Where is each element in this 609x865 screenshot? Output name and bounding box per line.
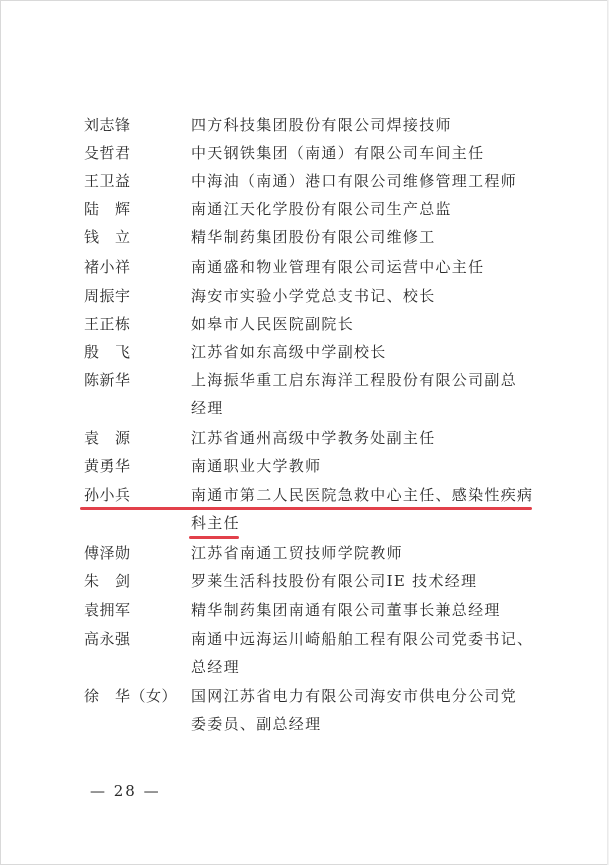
person-organization — [191, 625, 541, 681]
person-organization — [191, 195, 541, 223]
person-organization — [191, 253, 541, 281]
page-number: — 28 — — [90, 782, 161, 800]
person-name: 黄勇华 — [84, 457, 131, 475]
organization-line: 委委员、副总经理 — [191, 715, 322, 733]
organization-line: 南通中远海运川崎船舶工程有限公司党委书记、 — [191, 630, 534, 648]
person-name: 高永强 — [84, 630, 131, 648]
organization-line: 中天钢铁集团（南通）有限公司车间主任 — [191, 144, 485, 162]
person-name: 王正栋 — [84, 315, 131, 333]
organization-line: 罗莱生活科技股份有限公司IE 技术经理 — [191, 572, 478, 590]
person-name: 殷 飞 — [84, 343, 131, 361]
person-organization — [191, 139, 541, 167]
person-organization — [191, 310, 541, 338]
organization-line: 江苏省如东高级中学副校长 — [191, 343, 387, 361]
person-organization — [191, 452, 541, 480]
organization-line: 科主任 — [191, 514, 240, 532]
person-name: 孙小兵 — [84, 486, 131, 504]
person-organization — [191, 366, 541, 422]
organization-line: 中海油（南通）港口有限公司维修管理工程师 — [191, 172, 518, 190]
organization-line: 总经理 — [191, 658, 240, 676]
person-name: 褚小祥 — [84, 258, 131, 276]
person-organization — [191, 539, 541, 567]
person-name: 朱 剑 — [84, 572, 131, 590]
person-organization — [191, 338, 541, 366]
organization-line: 四方科技集团股份有限公司焊接技师 — [191, 116, 452, 134]
person-organization — [191, 596, 541, 624]
organization-line: 海安市实验小学党总支书记、校长 — [191, 287, 436, 305]
organization-line: 国网江苏省电力有限公司海安市供电分公司党 — [191, 687, 518, 705]
person-name: 王卫益 — [84, 172, 131, 190]
organization-line: 精华制药集团股份有限公司维修工 — [191, 228, 436, 246]
person-organization — [191, 682, 541, 738]
organization-line: 江苏省南通工贸技师学院教师 — [191, 544, 403, 562]
person-name: 刘志锋 — [84, 116, 131, 134]
organization-line: 如皋市人民医院副院长 — [191, 315, 355, 333]
person-name: 袁拥军 — [84, 601, 131, 619]
person-organization — [191, 111, 541, 139]
organization-line: 南通市第二人民医院急救中心主任、感染性疾病 — [191, 486, 534, 504]
person-name: 陈新华 — [84, 371, 131, 389]
organization-line: 经理 — [191, 399, 224, 417]
organization-line: 上海振华重工启东海洋工程股份有限公司副总 — [191, 371, 518, 389]
organization-line: 南通盛和物业管理有限公司运营中心主任 — [191, 258, 485, 276]
person-organization — [191, 167, 541, 195]
organization-line: 精华制药集团南通有限公司董事长兼总经理 — [191, 601, 501, 619]
person-name: 陆 辉 — [84, 200, 131, 218]
organization-line: 南通职业大学教师 — [191, 457, 322, 475]
person-organization — [191, 282, 541, 310]
person-name: 徐 华（女） — [84, 687, 178, 705]
organization-line: 南通江天化学股份有限公司生产总监 — [191, 200, 452, 218]
organization-line: 江苏省通州高级中学教务处副主任 — [191, 429, 436, 447]
person-name: 傅泽勋 — [84, 544, 131, 562]
person-organization — [191, 223, 541, 251]
person-name: 钱 立 — [84, 228, 131, 246]
person-organization — [191, 424, 541, 452]
person-name: 殳哲君 — [84, 144, 131, 162]
person-name: 周振宇 — [84, 287, 131, 305]
person-name: 袁 源 — [84, 429, 131, 447]
person-organization — [191, 567, 541, 595]
highlight-underline — [80, 507, 532, 510]
